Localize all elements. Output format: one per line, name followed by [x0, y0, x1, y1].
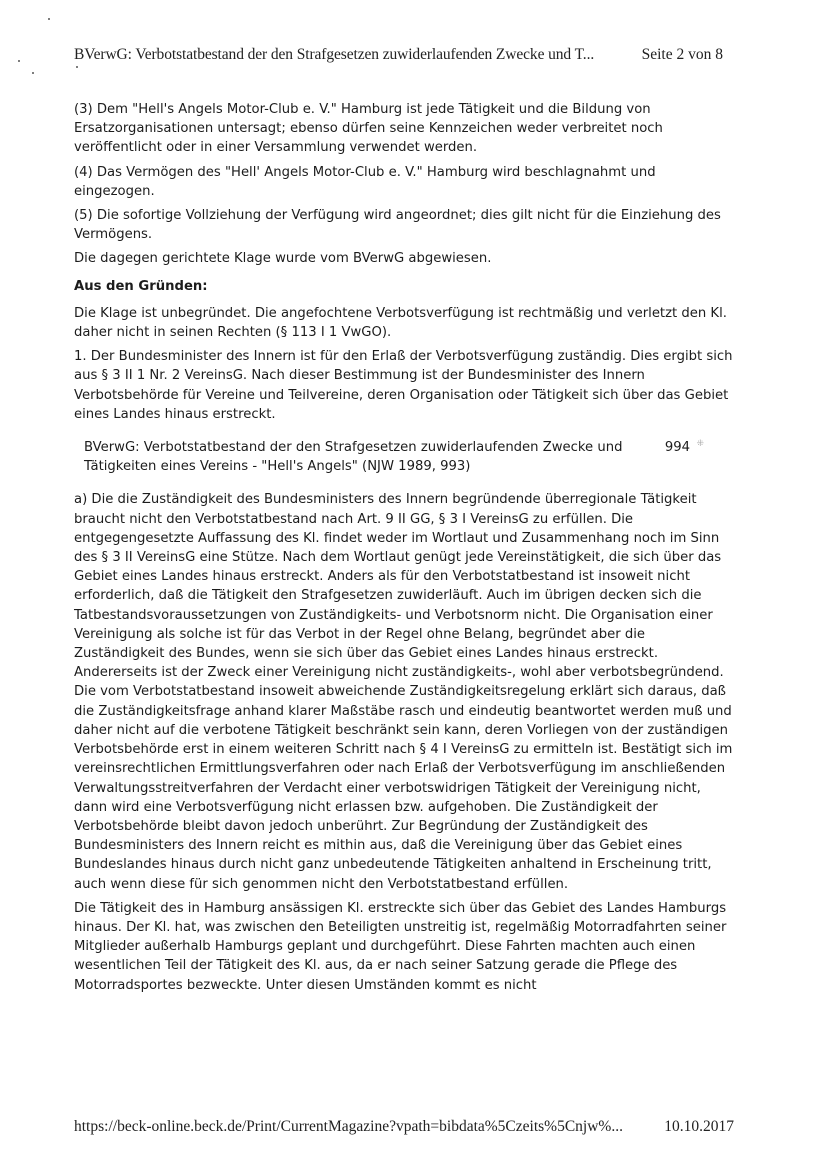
citation-text: BVerwG: Verbotstatbestand der den Strafgesetzen zuwiderlaufenden Zwecke und Tätigkeiten eines Vereins - "Hell's Angels" (NJW 1989, 993): [84, 440, 623, 475]
paragraph-order-5: (5) Die sofortige Vollziehung der Verfügung wird angeordnet; dies gilt nicht für die Einziehung des Vermögens.: [74, 208, 721, 243]
paragraph-reasons-activity: Die Tätigkeit des in Hamburg ansässigen Kl. erstreckte sich über das Gebiet des Landes Hamburgs hinaus. Der Kl. hat, was zwischen den Beteiligten unstreitig ist, regelmäßig Motorradfahrten seiner Mitglieder außerhalb Hamburgs geplant und durchgeführt. Diese Fahrten machten auch einen wesentlichen Teil der Tätigkeit des Kl. aus, da er nach seiner Satzung gerade die Pflege des Motorradsportes bezweckte. Unter diesen Umständen kommt es nicht: [74, 900, 727, 993]
paragraph-reasons-1: 1. Der Bundesminister des Innern ist für den Erlaß der Verbotsverfügung zuständig. Dies ergibt sich aus § 3 II 1 Nr. 2 VereinsG. Nach dieser Bestimmung ist der Bundesminister des Innern Verbotsbehörde für Vereine und Teilvereine, deren Organisation oder Tätigkeit sich über das Gebiet eines Landes hinaus erstreckt.: [74, 349, 733, 422]
paragraph-order-4: (4) Das Vermögen des "Hell' Angels Motor-Club e. V." Hamburg wird beschlagnahmt und eingezogen.: [74, 164, 656, 199]
scan-speck: [32, 72, 34, 74]
print-header-title: BVerwG: Verbotstatbestand der den Strafgesetzen zuwiderlaufenden Zwecke und T...: [74, 46, 595, 63]
paragraph-order-3: (3) Dem "Hell's Angels Motor-Club e. V." Hamburg ist jede Tätigkeit und die Bildung von Ersatzorganisationen untersagt; ebenso dürfen seine Kennzeichen weder verbreitet noch veröffentlicht oder in einer Versammlung verwendet werden.: [74, 102, 663, 156]
page-marker-icon: ⁜: [696, 439, 704, 450]
print-header-page-number: Seite 2 von 8: [641, 46, 723, 63]
paragraph-reasons-intro: Die Klage ist unbegründet. Die angefochtene Verbotsverfügung ist rechtmäßig und verletzt den Kl. daher nicht in seinen Rechten (§ 113 I 1 VwGO).: [74, 305, 727, 341]
footer-date: 10.10.2017: [664, 1118, 734, 1135]
citation-page-number: 994: [664, 440, 690, 456]
citation-block: [84, 438, 734, 476]
print-footer: [74, 1118, 734, 1136]
scan-speck: [48, 18, 50, 20]
paragraph-reasons-a: a) Die die Zuständigkeit des Bundesministers des Innern begründende überregionale Tätigkeit braucht nicht den Verbotstatbestand nach Art. 9 II GG, § 3 I VereinsG zu erfüllen. Die entgegengesetzte Auffassung des Kl. findet weder im Wortlaut und Zusammenhang noch im Sinn des § 3 II VereinsG eine Stütze. Nach dem Wortlaut genügt jede Vereinstätigkeit, die sich über das Gebiet eines Landes hinaus erstreckt. Anders als für den Verbotstatbestand ist insoweit nicht erforderlich, daß die Tätigkeit den Strafgesetzen zuwiderläuft. Auch im übrigen decken sich die Tatbestandsvoraussetzungen von Zuständigkeits- und Verbotsnorm nicht. Die Organisation einer Vereinigung als solche ist für das Verbot in der Regel ohne Belang, begründet aber die Zuständigkeit des Bundes, wenn sie sich über das Gebiet eines Landes hinaus erstreckt. Andererseits ist der Zweck einer Vereinigung nicht zuständigkeits-, wohl aber verbotsbegründend. Die vom Verbotstatbestand insoweit abweichende Zuständigkeitsregelung erklärt sich daraus, daß die Zuständigkeitsfrage anhand klarer Maßstäbe rasch und eindeutig beantwortet werden muß und daher nicht auf die verbotene Tätigkeit beschränkt sein kann, deren Vorliegen von der zuständigen Verbotsbehörde erst in einem weiteren Schritt nach § 4 I VereinsG zu ermitteln ist. Bestätigt sich im vereinsrechtlichen Ermittlungsverfahren oder nach Erlaß der Verbotsverfügung im anschließenden Verwaltungsstreitverfahren der Verdacht einer verbotswidrigen Tätigkeit der Vereinigung nicht, dann wird eine Verbotsverfügung nicht erlassen bzw. aufgehoben. Die Zuständigkeit der Verbotsbehörde bleibt davon jedoch unberührt. Zur Begründung der Zuständigkeit des Bundesministers des Innern reicht es mithin aus, daß die Vereinigung über das Gebiet eines Bundeslandes hinaus durch nicht ganz unbedeutende Tätigkeiten anhaltend in Erscheinung tritt, auch wenn diese für sich genommen nicht den Verbotstatbestand erfüllen.: [74, 492, 733, 892]
paragraph-outcome: Die dagegen gerichtete Klage wurde vom BVerwG abgewiesen.: [74, 251, 492, 267]
footer-url: https://beck-online.beck.de/Print/CurrentMagazine?vpath=bibdata%5Czeits%5Cnjw%...: [74, 1118, 623, 1135]
document-body: [74, 100, 734, 1000]
scan-speck: [18, 60, 20, 62]
section-heading: Aus den Gründen:: [74, 278, 208, 294]
scan-speck: [76, 66, 78, 68]
